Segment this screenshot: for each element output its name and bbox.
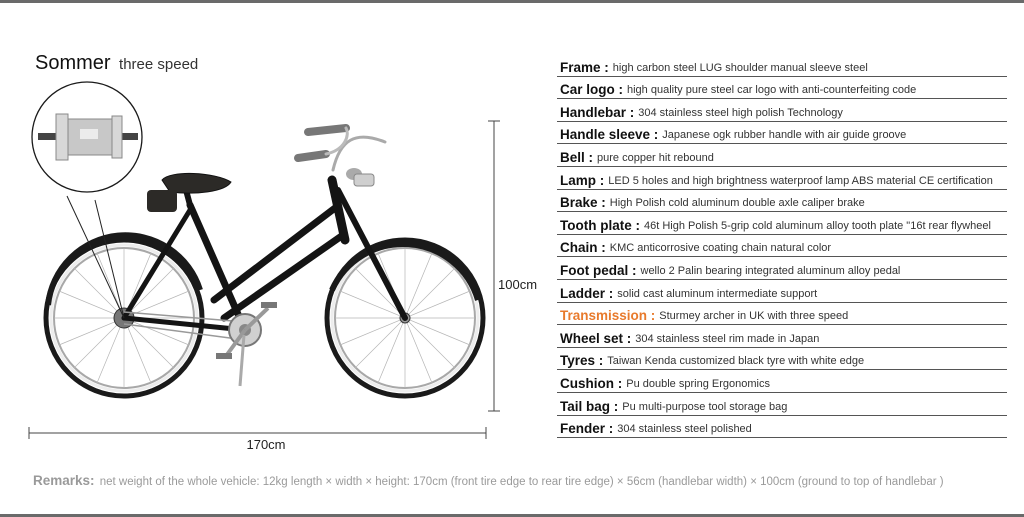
spec-label: Bell : [560, 149, 594, 165]
spec-row-tyres [557, 348, 1007, 371]
spec-label: Tail bag : [560, 398, 619, 414]
spec-label-highlighted: Transmission : [560, 308, 656, 324]
spec-label: Frame : [560, 59, 609, 75]
spec-value: LED 5 holes and high brightness waterproof lamp ABS material CE certification [608, 174, 993, 187]
spec-row-foot-pedal [557, 257, 1007, 280]
spec-value: Japanese ogk rubber handle with air guide groove [662, 129, 907, 142]
spec-value: Sturmey archer in UK with three speed [659, 310, 849, 323]
spec-row-tail-bag [557, 393, 1007, 416]
spec-row-handlebar [557, 99, 1007, 122]
spec-row-car-logo [557, 77, 1007, 100]
spec-label: Foot pedal : [560, 262, 637, 278]
spec-value: KMC anticorrosive coating chain natural color [609, 242, 832, 255]
spec-row-fender [557, 416, 1007, 439]
spec-list [557, 54, 1007, 438]
spec-value: pure copper hit rebound [597, 151, 714, 164]
spec-row-lamp [557, 167, 1007, 190]
spec-label: Handlebar : [560, 104, 635, 120]
spec-value: wello 2 Palin bearing integrated aluminum alloy pedal [640, 264, 901, 277]
spec-row-tooth-plate [557, 212, 1007, 235]
spec-row-brake [557, 190, 1007, 213]
spec-row-ladder [557, 280, 1007, 303]
spec-label: Ladder : [560, 285, 614, 301]
spec-value: high carbon steel LUG shoulder manual sleeve steel [612, 61, 868, 74]
spec-value: solid cast aluminum intermediate support [617, 287, 818, 300]
spec-value: Pu double spring Ergonomics [626, 377, 770, 390]
spec-row-frame [557, 54, 1007, 77]
handlebar [298, 128, 385, 170]
spec-row-handle-sleeve [557, 122, 1007, 145]
width-dimension-label: 170cm [246, 437, 286, 452]
hub-inset [32, 82, 142, 318]
product-name: Sommer [35, 52, 111, 74]
spec-row-chain [557, 235, 1007, 258]
remarks [33, 473, 944, 488]
spec-label: Lamp : [560, 172, 605, 188]
product-subtitle: three speed [119, 56, 199, 73]
height-dimension-label: 100cm [498, 277, 538, 292]
remarks-label: Remarks: [33, 473, 95, 488]
spec-value: high quality pure steel car logo with anti-counterfeiting code [627, 84, 917, 97]
spec-label: Cushion : [560, 375, 623, 391]
spec-label: Fender : [560, 421, 614, 437]
spec-label: Brake : [560, 195, 606, 211]
spec-label: Car logo : [560, 82, 623, 98]
spec-value: High Polish cold aluminum double axle caliper brake [609, 197, 865, 210]
remarks-text: net weight of the whole vehicle: 12kg length × width × height: 170cm (front tire edge to rear tire edge) × 56cm (handlebar width) × 100cm (ground to top of handlebar ) [99, 476, 944, 488]
spec-value: 304 stainless steel high polish Technology [638, 106, 843, 119]
spec-row-cushion [557, 370, 1007, 393]
spec-label: Chain : [560, 240, 606, 256]
height-dimension-line [488, 121, 500, 411]
lamp [354, 174, 374, 186]
spec-label: Tooth plate : [560, 217, 640, 233]
spec-row-transmission [557, 303, 1007, 326]
spec-label: Wheel set : [560, 330, 632, 346]
spec-label: Handle sleeve : [560, 127, 659, 143]
spec-row-wheel-set [557, 325, 1007, 348]
spec-value: 46t High Polish 5-grip cold aluminum alloy tooth plate "16t rear flywheel [644, 219, 991, 232]
spec-value: Pu multi-purpose tool storage bag [622, 400, 788, 413]
spec-label: Tyres : [560, 353, 604, 369]
spec-row-bell [557, 144, 1007, 167]
spec-value: 304 stainless steel polished [617, 423, 752, 436]
spec-value: Taiwan Kenda customized black tyre with white edge [607, 355, 865, 368]
spec-value: 304 stainless steel rim made in Japan [635, 332, 820, 345]
